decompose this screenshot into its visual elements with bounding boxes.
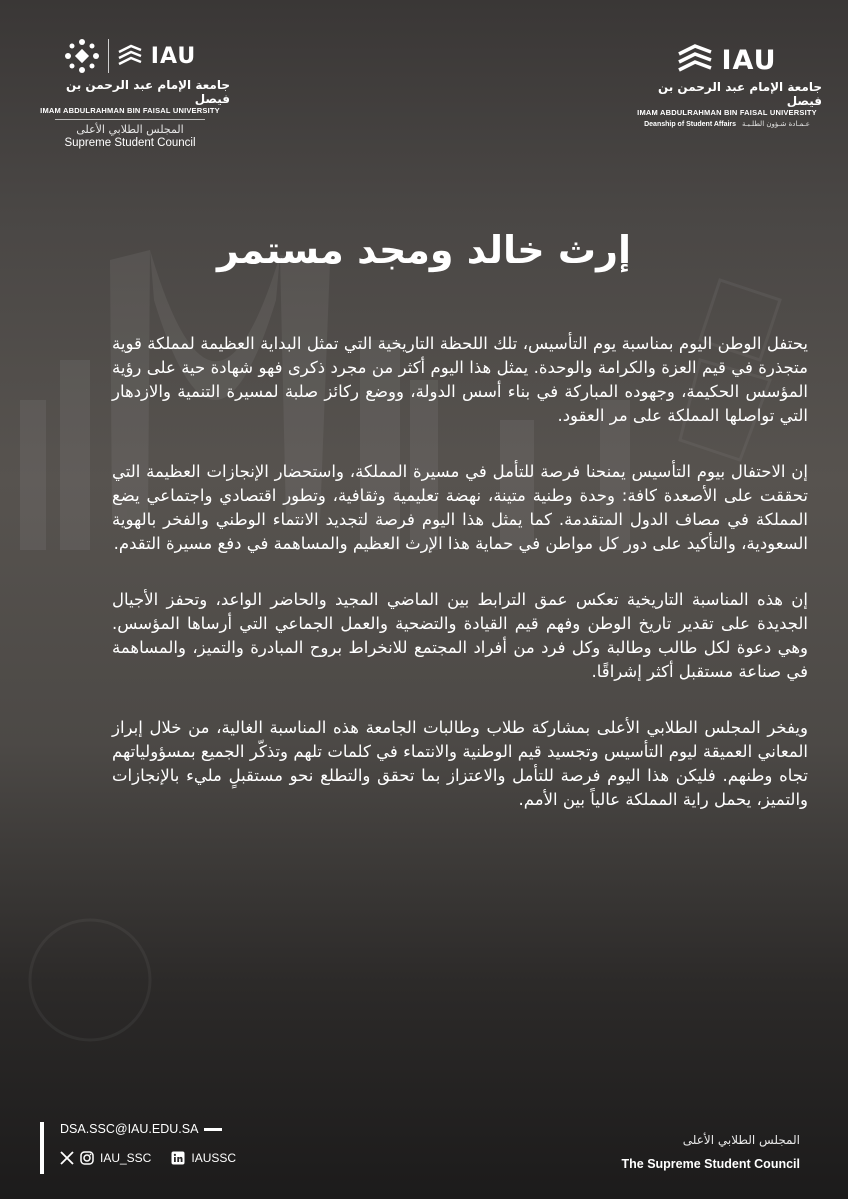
- paragraph: يحتفل الوطن اليوم بمناسبة يوم التأسيس، تلك اللحظة التاريخية التي تمثل البداية العظيمة لمملكة قوية متجذرة في قيم العزة والكرامة والوحدة. يمثل هذا اليوم أكثر من مجرد ذكرى فهو شهادة حية على رؤية المؤسس الحكيمة، وجهوده المباركة في بناء أسس الدولة، ووضع ركائز صلبة لمسيرة التنمية والازدهار التي تواصلها المملكة على مر العقود.: [112, 334, 808, 425]
- accent-bar: [40, 1122, 44, 1174]
- instagram-icon[interactable]: [80, 1151, 94, 1165]
- council-signature: [622, 1133, 801, 1171]
- council-name-en: The Supreme Student Council: [621, 1157, 800, 1171]
- iau-brand: IAU: [721, 44, 777, 76]
- logo-separator: [108, 39, 109, 73]
- email-link[interactable]: DSA.SSC@IAU.EDU.SA: [60, 1122, 199, 1136]
- x-instagram-handle[interactable]: IAU_SSC: [100, 1151, 152, 1165]
- deanship-student-affairs-logo: [632, 44, 822, 128]
- deanship-name-ar: عـمـادة شـؤون الطلـبـة: [742, 120, 810, 128]
- deanship-name: [644, 120, 810, 128]
- council-emblem-icon: [64, 38, 100, 74]
- council-name-ar: المجلس الطلابي الأعلى: [76, 123, 184, 136]
- social-links: [60, 1151, 250, 1165]
- email-row: [60, 1122, 222, 1136]
- paragraph: إن الاحتفال بيوم التأسيس يمنحنا فرصة للتأمل في مسيرة المملكة، واستحضار الإنجازات العظيمة التي تحققت على الأصعدة كافة: وحدة وطنية متينة، نهضة تعليمية وثقافية، وتطور اقتصادي واجتماعي يضع المملكة في مصاف الدول المتقدمة. كما يمثل هذا اليوم فرصة لتجديد الانتماء الوطني والفخر بالهوية السعودية، والتأكيد على دور كل مواطن في حماية هذا الإرث العظيم والمساهمة في دفع مسيرة التقدم.: [112, 462, 808, 553]
- university-name-ar: جامعة الإمام عبد الرحمن بن فيصل: [65, 78, 230, 106]
- university-name-en: IMAM ABDULRAHMAN BIN FAISAL UNIVERSITY: [637, 108, 817, 117]
- decorative-dash: [204, 1128, 222, 1131]
- iau-emblem-icon: [117, 44, 143, 68]
- paragraph: إن هذه المناسبة التاريخية تعكس عمق الترابط بين الماضي المجيد والحاضر الواعد، وتحفز الأجيال الجديدة على تقدير تاريخ الوطن وفهم قيم القيادة والتضحية والعمل الجماعي التي أرساها المؤسس. وهي دعوة لكل طالب وطالبة وكل فرد من أفراد المجتمع للانخراط بروح المبادرة والتميز، والمساهمة في صناعة مستقبل أكثر إشراقًا.: [112, 590, 808, 681]
- statement-body: [112, 332, 808, 844]
- linkedin-handle[interactable]: IAUSSC: [191, 1151, 237, 1165]
- page-title: إرث خالد ومجد مستمر: [217, 228, 631, 272]
- council-name-ar: المجلس الطلابي الأعلى: [682, 1133, 800, 1147]
- iau-emblem-icon: [677, 44, 713, 76]
- supreme-student-council-logo: [30, 38, 230, 149]
- logo-divider: [55, 119, 205, 120]
- linkedin-icon[interactable]: [171, 1151, 185, 1165]
- x-icon[interactable]: [60, 1151, 74, 1165]
- university-name-ar: جامعة الإمام عبد الرحمن بن فيصل: [657, 80, 822, 108]
- council-name-en: Supreme Student Council: [64, 137, 196, 149]
- paragraph: ويفخر المجلس الطلابي الأعلى بمشاركة طلاب وطالبات الجامعة هذه المناسبة الغالية، من خلال إبراز المعاني العميقة ليوم التأسيس وتجسيد قيم الوطنية والانتماء في كلمات تلهم وتذكّر الجميع بمسؤولياتهم تجاه وطنهم. فليكن هذا اليوم فرصة للتأمل والاعتزاز بما تحقق والتطلع نحو مستقبلٍ مليء بالإنجازات والتميز، يحمل راية المملكة عالياً بين الأمم.: [112, 718, 808, 809]
- university-name-en: IMAM ABDULRAHMAN BIN FAISAL UNIVERSITY: [40, 106, 220, 115]
- iau-brand: IAU: [150, 43, 197, 69]
- deanship-name-en: Deanship of Student Affairs: [644, 120, 737, 128]
